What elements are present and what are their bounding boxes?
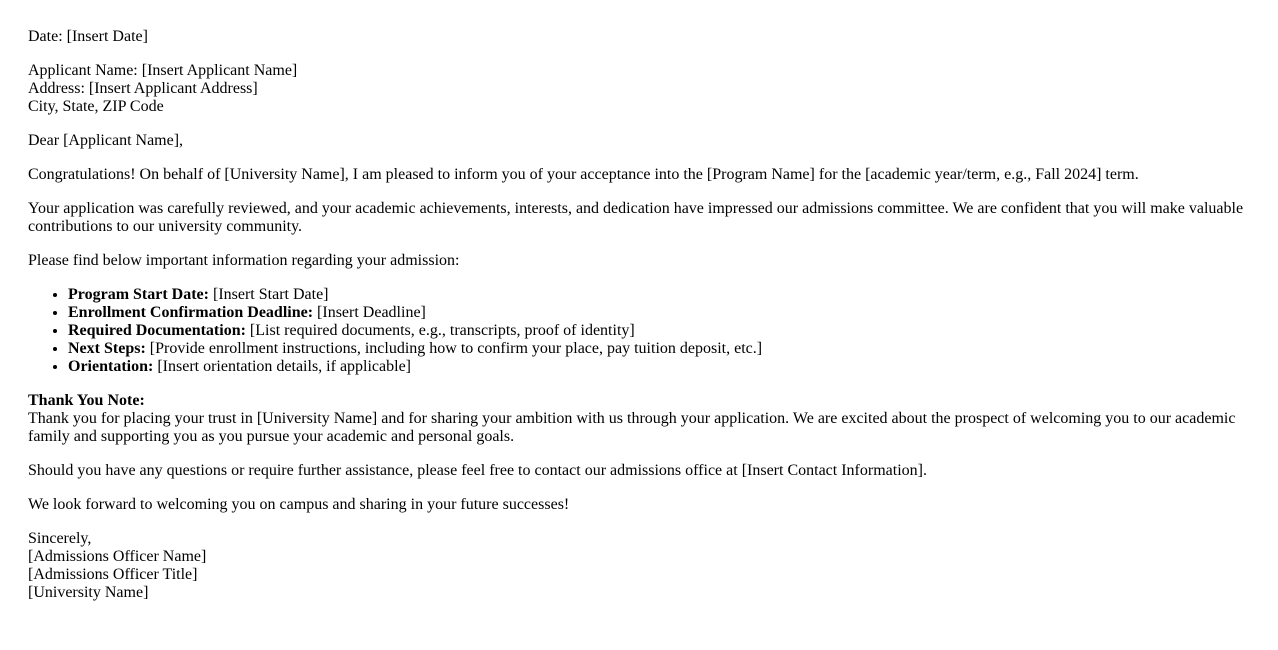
salutation: Dear [Applicant Name],: [28, 132, 184, 149]
list-item-label: Program Start Date:: [68, 286, 209, 303]
list-item-value: [Insert orientation details, if applicable]: [153, 358, 412, 375]
thank-you-heading: Thank You Note:: [28, 392, 145, 409]
signature-block: [28, 530, 1256, 602]
signature-university: [University Name]: [28, 584, 149, 601]
acceptance-letter: [28, 28, 1256, 618]
list-item: [68, 286, 1256, 304]
congratulations-paragraph: Congratulations! On behalf of [University Name], I am pleased to inform you of your acceptance into the [Program Name] for the [academic year/term, e.g., Fall 2024] term.: [28, 166, 1139, 183]
signature-officer-name: [Admissions Officer Name]: [28, 548, 207, 565]
list-item-label: Next Steps:: [68, 340, 146, 357]
signature-officer-title: [Admissions Officer Title]: [28, 566, 198, 583]
info-intro-paragraph: Please find below important information regarding your admission:: [28, 252, 460, 269]
list-item: [68, 322, 1256, 340]
list-item: [68, 304, 1256, 322]
applicant-block: [28, 62, 1256, 116]
applicant-address-line: Address: [Insert Applicant Address]: [28, 80, 258, 97]
list-item-value: [Insert Start Date]: [208, 286, 329, 303]
admission-info-list: [28, 286, 1256, 376]
list-item-value: [List required documents, e.g., transcripts, proof of identity]: [245, 322, 635, 339]
date-line: Date: [Insert Date]: [28, 28, 148, 45]
list-item: [68, 340, 1256, 358]
list-item-label: Orientation:: [68, 358, 154, 375]
list-item: [68, 358, 1256, 376]
signature-closing: Sincerely,: [28, 530, 92, 547]
list-item-label: Required Documentation:: [68, 322, 246, 339]
list-item-label: Enrollment Confirmation Deadline:: [68, 304, 314, 321]
list-item-value: [Insert Deadline]: [313, 304, 426, 321]
applicant-city-line: City, State, ZIP Code: [28, 98, 164, 115]
questions-paragraph: Should you have any questions or require further assistance, please feel free to contact our admissions office at [Insert Contact Information].: [28, 462, 927, 479]
thank-you-body: Thank you for placing your trust in [University Name] and for sharing your ambition with us through your application. We are excited about the prospect of welcoming you to our academic family and supporting you as you pursue your academic and personal goals.: [28, 410, 1236, 445]
closing-note-paragraph: We look forward to welcoming you on campus and sharing in your future successes!: [28, 496, 570, 513]
thank-you-section: [28, 392, 1256, 446]
list-item-value: [Provide enrollment instructions, including how to confirm your place, pay tuition deposit, etc.]: [145, 340, 763, 357]
review-paragraph: Your application was carefully reviewed, and your academic achievements, interests, and dedication have impressed our admissions committee. We are confident that you will make valuable contributions to our university community.: [28, 200, 1244, 235]
applicant-name-line: Applicant Name: [Insert Applicant Name]: [28, 62, 298, 79]
